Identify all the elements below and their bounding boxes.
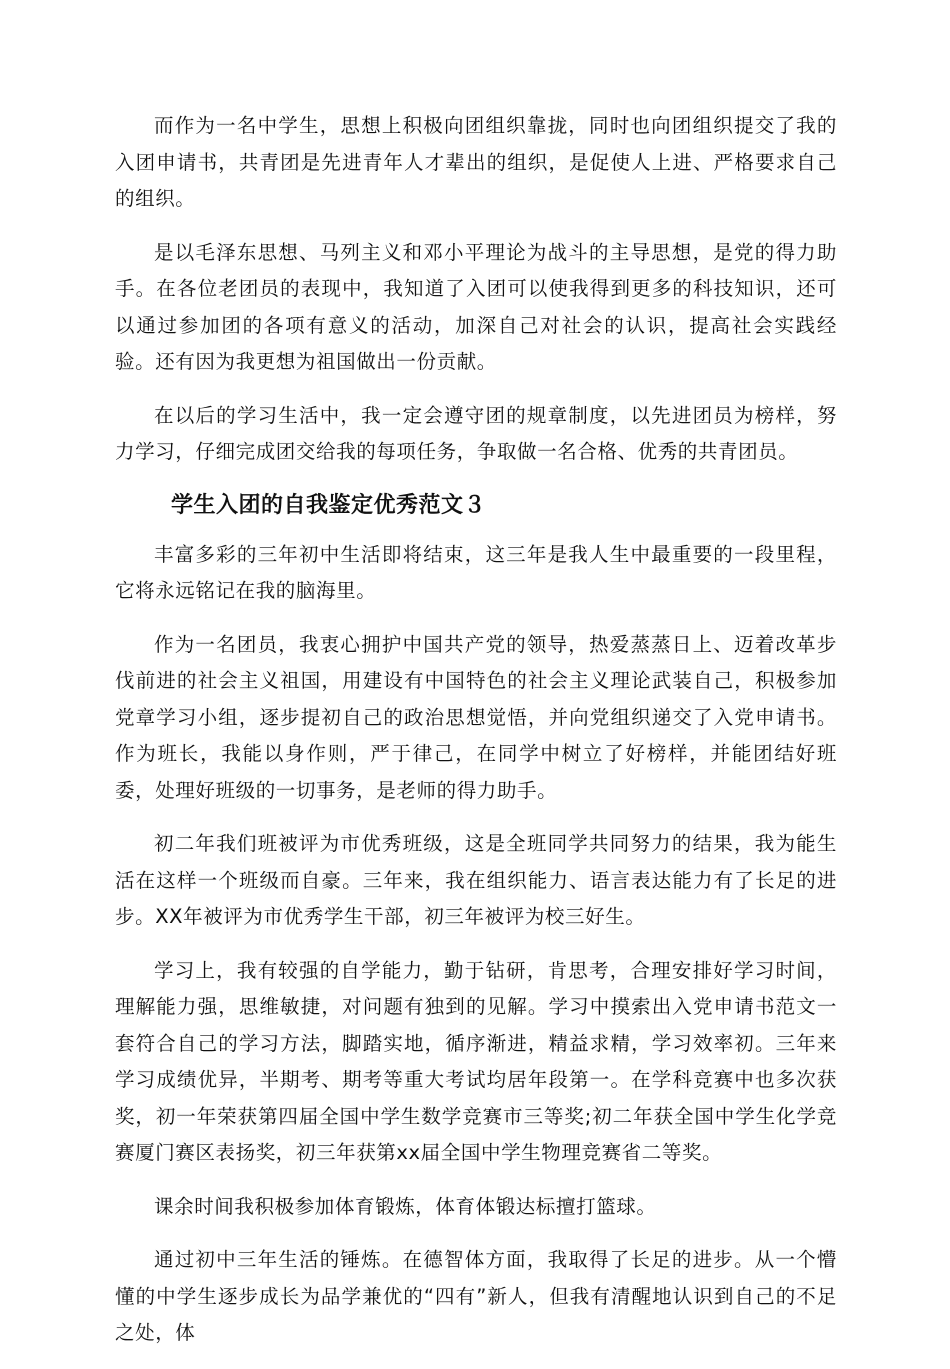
paragraph-political: 作为一名团员，我衷心拥护中国共产党的领导，热爱蒸蒸日上、迈着改革步伐前进的社会主义祖国，用建设有中国特色的社会主义理论武装自己，积极参加党章学习小组，逐步提初自己的政治思想觉悟，并向党组织递交了入党申请书。作为班长，我能以身作则，严于律己，在同学中树立了好榜样，并能团结好班委，处理好班级的一切事务，是老师的得力助手。 <box>115 632 837 802</box>
section-heading: 学生入团的自我鉴定优秀范文３ <box>171 492 487 518</box>
paragraph-sports: 课余时间我积极参加体育锻炼，体育体锻达标擅打篮球。 <box>154 1194 657 1218</box>
paragraph-growth: 通过初中三年生活的锤炼。在德智体方面，我取得了长足的进步。从一个懵懂的中学生逐步成长为品学兼优的“四有”新人，但我有清醒地认识到自己的不足之处，体 <box>115 1248 837 1344</box>
paragraph-intro: 丰富多彩的三年初中生活即将结束，这三年是我人生中最重要的一段里程，它将永远铭记在我的脑海里。 <box>115 542 837 602</box>
paragraph-study: 学习上，我有较强的自学能力，勤于钻研，肯思考，合理安排好学习时间，理解能力强，思维敏捷，对问题有独到的见解。学习中摸索出入党申请书范文一套符合自己的学习方法，脚踏实地，循序渐进，精益求精，学习效率初。三年来学习成绩优异，半期考、期考等重大考试均居年段第一。在学科竞赛中也多次获奖，初一年荣获第四届全国中学生数学竞赛市三等奖;初二年获全国中学生化学竞赛厦门赛区表扬奖，初三年获第xx届全国中学生物理竞赛省二等奖。 <box>115 958 837 1164</box>
paragraph-application: 而作为一名中学生，思想上积极向团组织靠拢，同时也向团组织提交了我的入团申请书，共青团是先进青年人才辈出的组织，是促使人上进、严格要求自己的组织。 <box>115 114 837 210</box>
paragraph-guiding-thought: 是以毛泽东思想、马列主义和邓小平理论为战斗的主导思想，是党的得力助手。在各位老团员的表现中，我知道了入团可以使我得到更多的科技知识，还可以通过参加团的各项有意义的活动，加深自己对社会的认识，提高社会实践经验。还有因为我更想为祖国做出一份贡献。 <box>115 240 837 373</box>
paragraph-commitment: 在以后的学习生活中，我一定会遵守团的规章制度，以先进团员为榜样，努力学习，仔细完成团交给我的每项任务，争取做一名合格、优秀的共青团员。 <box>115 403 837 463</box>
document-page <box>115 108 837 1369</box>
paragraph-class-honors: 初二年我们班被评为市优秀班级，这是全班同学共同努力的结果，我为能生活在这样一个班级而自豪。三年来，我在组织能力、语言表达能力有了长足的进步。XX年被评为市优秀学生干部，初三年被评为校三好生。 <box>115 832 837 928</box>
